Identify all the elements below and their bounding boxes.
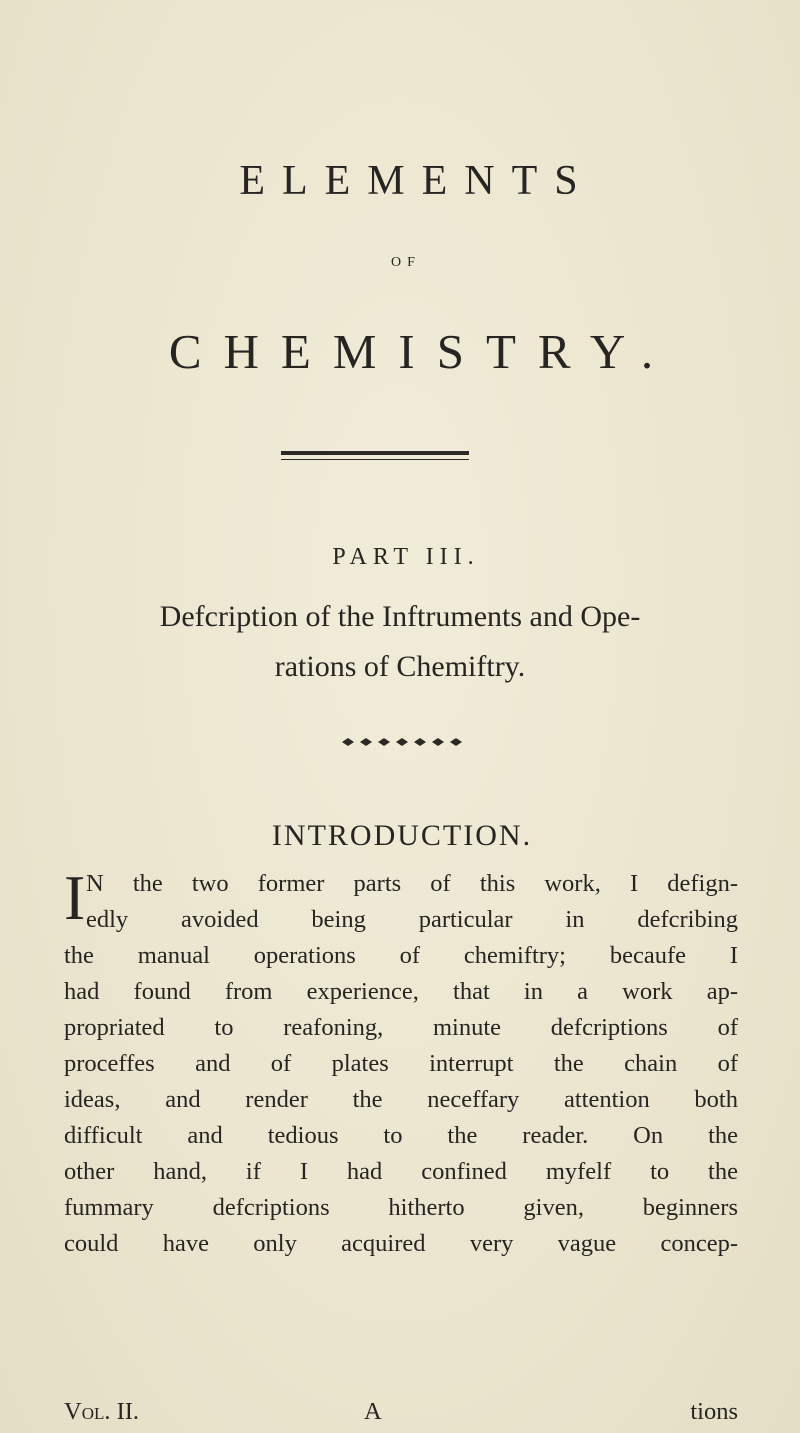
part-heading: PART III. bbox=[332, 544, 480, 570]
text-line: had found from experience, that in a work ap- bbox=[64, 978, 738, 1005]
text-line: the manual operations of chemiftry; becaufe I bbox=[64, 942, 738, 969]
title-elements: ELEMENTS bbox=[239, 158, 595, 204]
page-footer bbox=[64, 1394, 738, 1430]
text-line: fummary defcriptions hitherto given, beginners bbox=[64, 1194, 738, 1221]
text-line: edly avoided being particular in defcribing bbox=[86, 906, 738, 933]
volume-label: Vol. II. bbox=[64, 1398, 140, 1425]
text-line: ideas, and render the neceffary attention both bbox=[64, 1086, 738, 1113]
introduction-heading: INTRODUCTION. bbox=[271, 819, 533, 852]
text-line: could have only acquired very vague concep- bbox=[64, 1230, 738, 1257]
introduction-paragraph bbox=[64, 862, 738, 1266]
double-rule-thick bbox=[281, 451, 469, 455]
catchword: tions bbox=[690, 1398, 738, 1425]
text-line: proceffes and of plates interrupt the chain of bbox=[64, 1050, 738, 1077]
decorative-ornament bbox=[338, 735, 462, 749]
part-description-line-1: Defcription of the Inftruments and Ope- bbox=[159, 600, 641, 633]
text-line: N the two former parts of this work, I defign- bbox=[86, 870, 738, 897]
double-rule-thin bbox=[281, 459, 469, 460]
title-of: OF bbox=[391, 255, 421, 270]
text-line: propriated to reafoning, minute defcriptions of bbox=[64, 1014, 738, 1041]
text-line: other hand, if I had confined myfelf to the bbox=[64, 1158, 738, 1185]
signature-mark: A bbox=[364, 1398, 382, 1425]
text-line: difficult and tedious to the reader. On the bbox=[64, 1122, 738, 1149]
drop-cap: I bbox=[64, 862, 86, 933]
part-description-line-2: rations of Chemiftry. bbox=[274, 650, 526, 683]
title-chemistry: CHEMISTRY. bbox=[168, 324, 676, 379]
